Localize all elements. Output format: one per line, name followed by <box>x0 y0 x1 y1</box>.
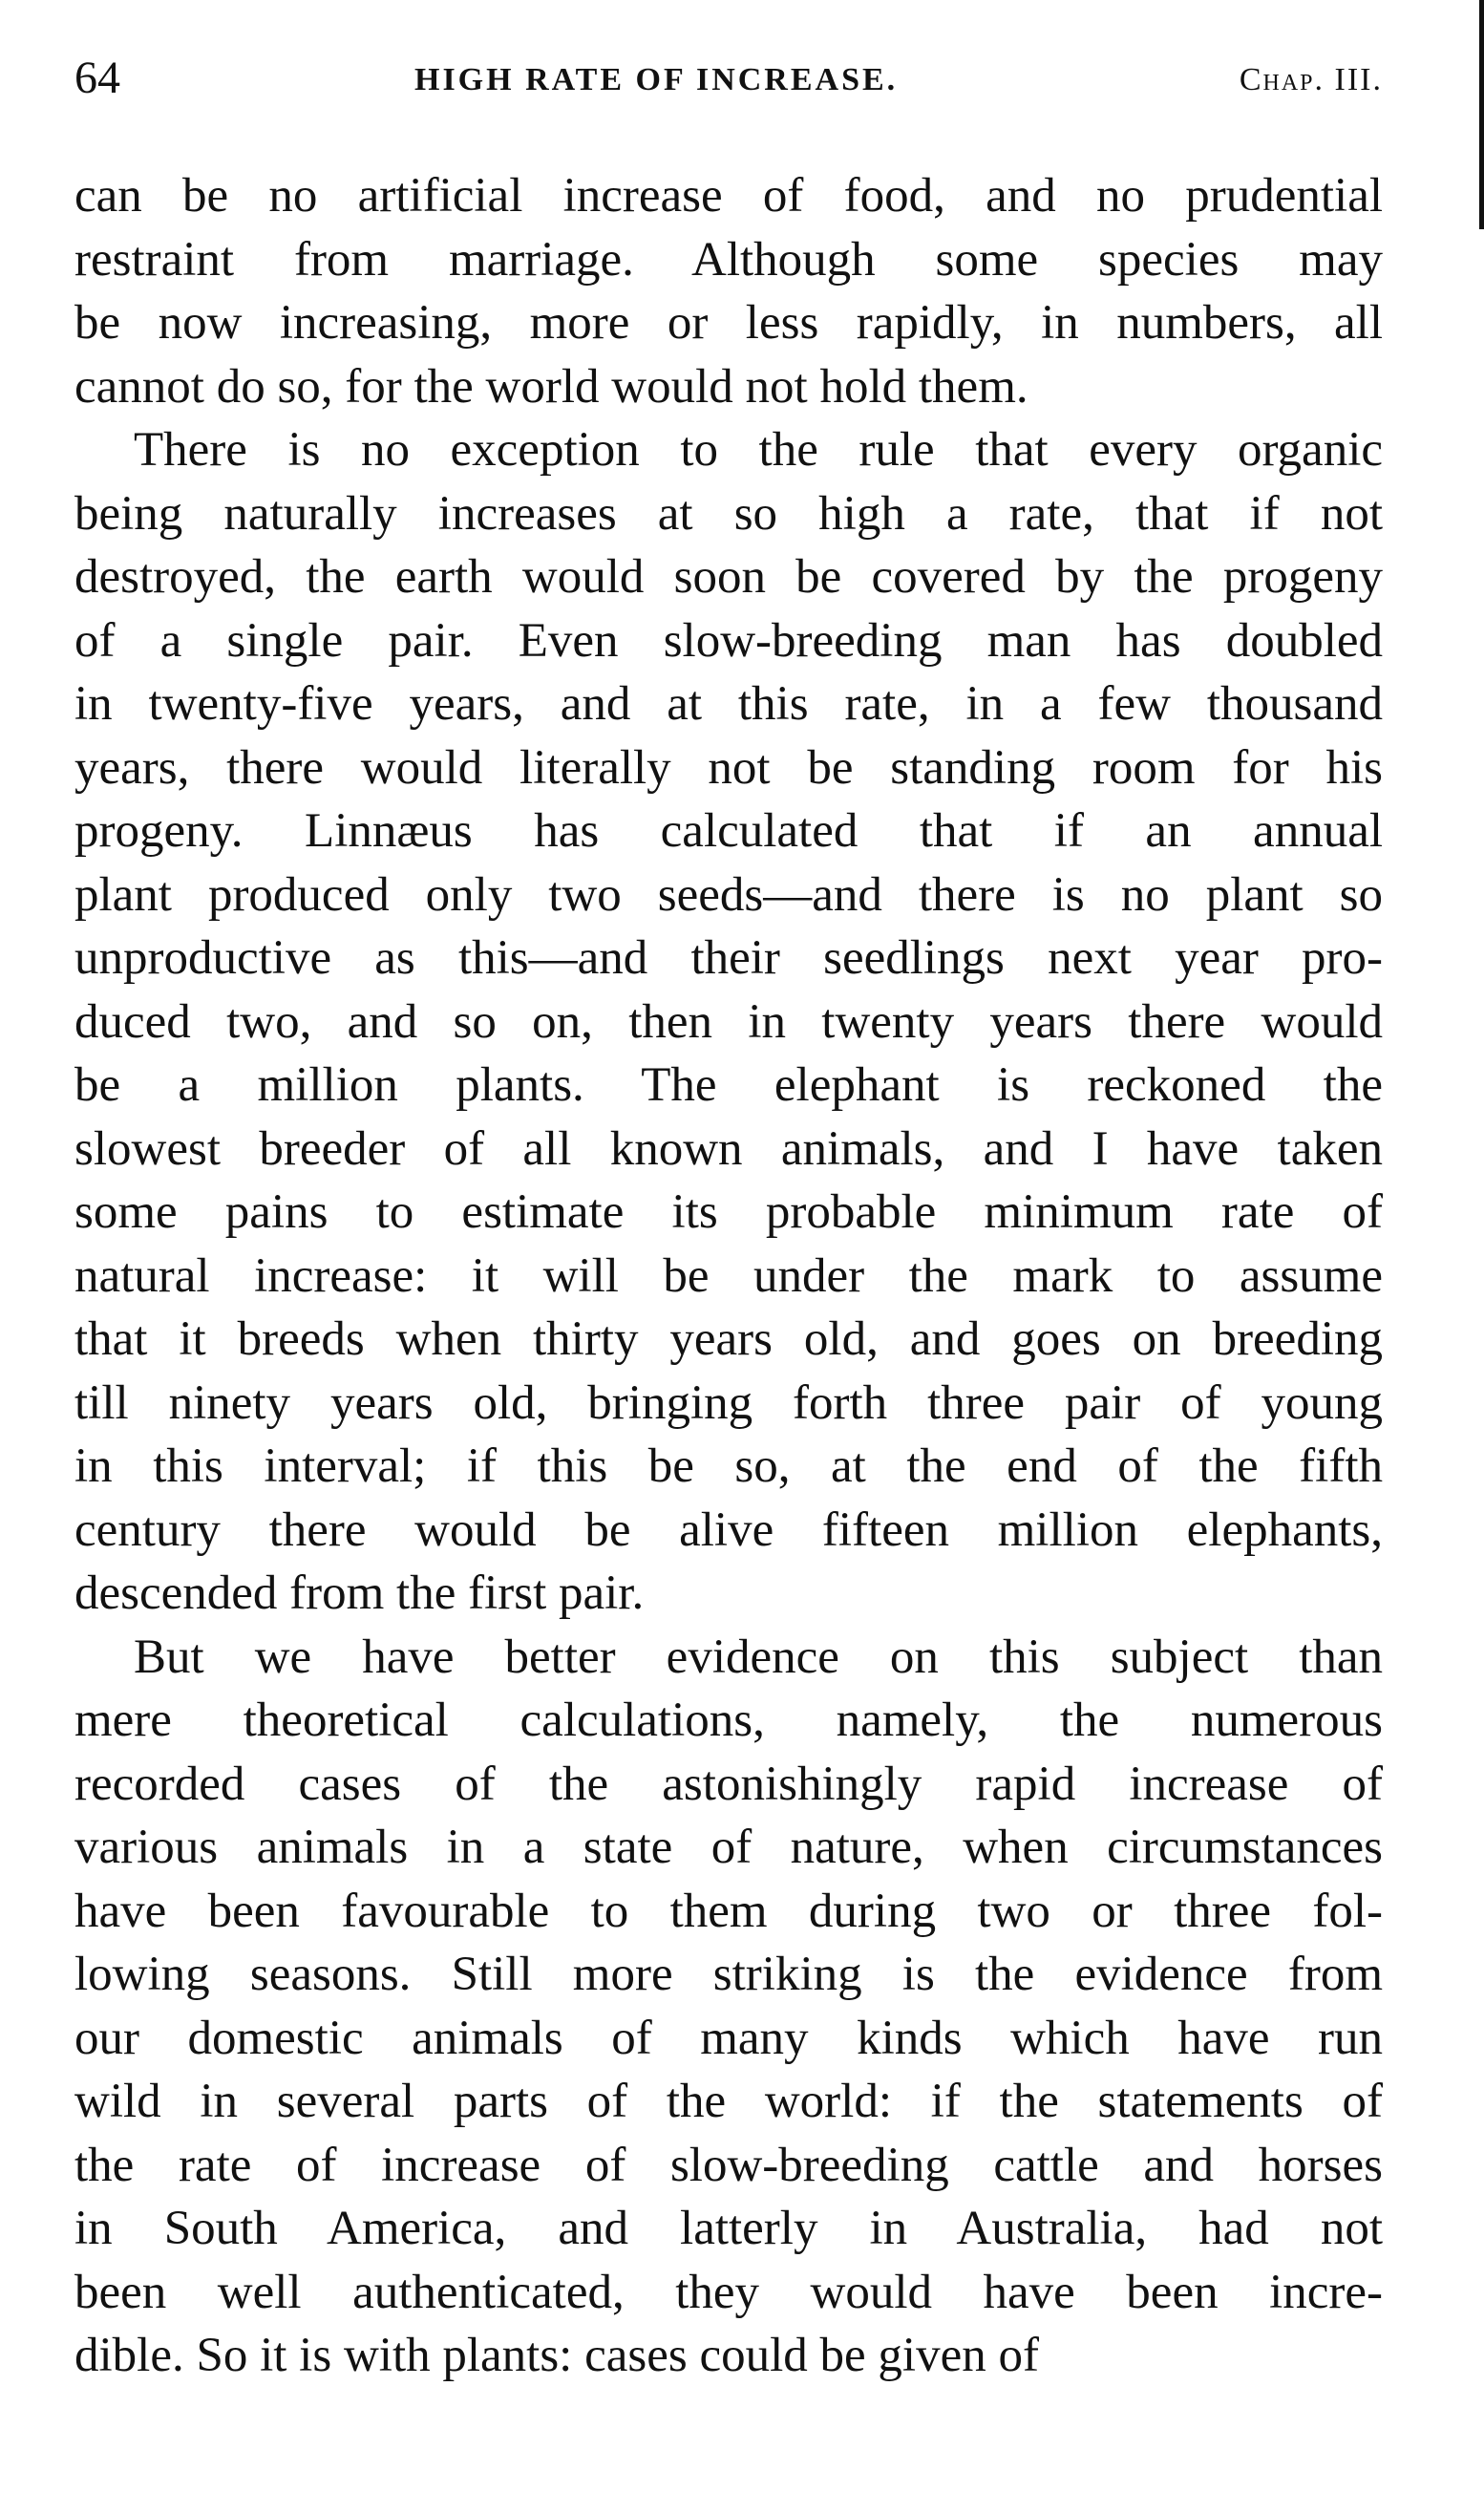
text-line: unproductive as this—and their seedlings next year pro- <box>74 931 1383 985</box>
text-line: can be no artificial increase of food, and no prudential <box>74 169 1383 223</box>
text-line: descended from the first pair. <box>74 1566 645 1620</box>
text-line: There is no exception to the rule that every organic <box>134 423 1383 477</box>
page-header <box>74 50 1383 107</box>
text-line: lowing seasons. Still more striking is the evidence from <box>74 1948 1383 2001</box>
text-line: slowest breeder of all known animals, and I have taken <box>74 1121 1383 1176</box>
chapter-label: Chap. III. <box>1239 62 1383 97</box>
text-line: natural increase: it will be under the mark to assume <box>74 1248 1383 1303</box>
text-line: recorded cases of the astonishingly rapid increase of <box>74 1757 1383 1811</box>
text-line: progeny. Linnæus has calculated that if an annual <box>74 804 1383 858</box>
paragraph <box>74 164 1383 418</box>
text-line: of a single pair. Even slow-breeding man has doubled <box>74 613 1383 668</box>
text-line: have been favourable to them during two or three fol- <box>74 1884 1383 1938</box>
text-line: that it breeds when thirty years old, and goes on breeding <box>74 1312 1383 1366</box>
text-line: dible. So it is with plants: cases could be given of <box>74 2329 1039 2382</box>
text-line: be now increasing, more or less rapidly, in numbers, all <box>74 296 1383 350</box>
text-line: But we have better evidence on this subject than <box>134 1630 1383 1684</box>
body-text <box>74 164 1383 2388</box>
page-number: 64 <box>74 53 120 103</box>
text-line: destroyed, the earth would soon be covered by the progeny <box>74 550 1383 604</box>
text-line: being naturally increases at so high a rate, that if not <box>74 486 1383 541</box>
text-line: various animals in a state of nature, when circumstances <box>74 1821 1383 1874</box>
text-line: duced two, and so on, then in twenty years there would <box>74 994 1383 1049</box>
text-line: been well authenticated, they would have been incre- <box>74 2265 1383 2319</box>
text-line: century there would be alive fifteen million elephants, <box>74 1502 1383 1557</box>
text-line: in twenty-five years, and at this rate, in a few thousand <box>74 677 1383 731</box>
text-line: years, there would literally not be standing room for his <box>74 740 1383 795</box>
text-line: restraint from marriage. Although some species may <box>74 232 1383 287</box>
running-head: HIGH RATE OF INCREASE. <box>414 62 899 97</box>
text-line: till ninety years old, bringing forth three pair of young <box>74 1375 1383 1430</box>
text-line: the rate of increase of slow-breeding cattle and horses <box>74 2138 1383 2192</box>
paragraph <box>74 418 1383 1626</box>
text-line: wild in several parts of the world: if the statements of <box>74 2075 1383 2128</box>
text-line: plant produced only two seeds—and there is no plant so <box>74 867 1383 922</box>
text-line: mere theoretical calculations, namely, the numerous <box>74 1694 1383 1747</box>
text-line: our domestic animals of many kinds which have run <box>74 2011 1383 2065</box>
text-line: some pains to estimate its probable minimum rate of <box>74 1185 1383 1239</box>
text-line: be a million plants. The elephant is reckoned the <box>74 1058 1383 1112</box>
paragraph <box>74 1626 1383 2388</box>
page-edge-line <box>1479 0 1484 229</box>
text-line: in this interval; if this be so, at the end of the fifth <box>74 1439 1383 1493</box>
text-line: cannot do so, for the world would not hold them. <box>74 359 1028 414</box>
text-line: in South America, and latterly in Australia, had not <box>74 2202 1383 2255</box>
